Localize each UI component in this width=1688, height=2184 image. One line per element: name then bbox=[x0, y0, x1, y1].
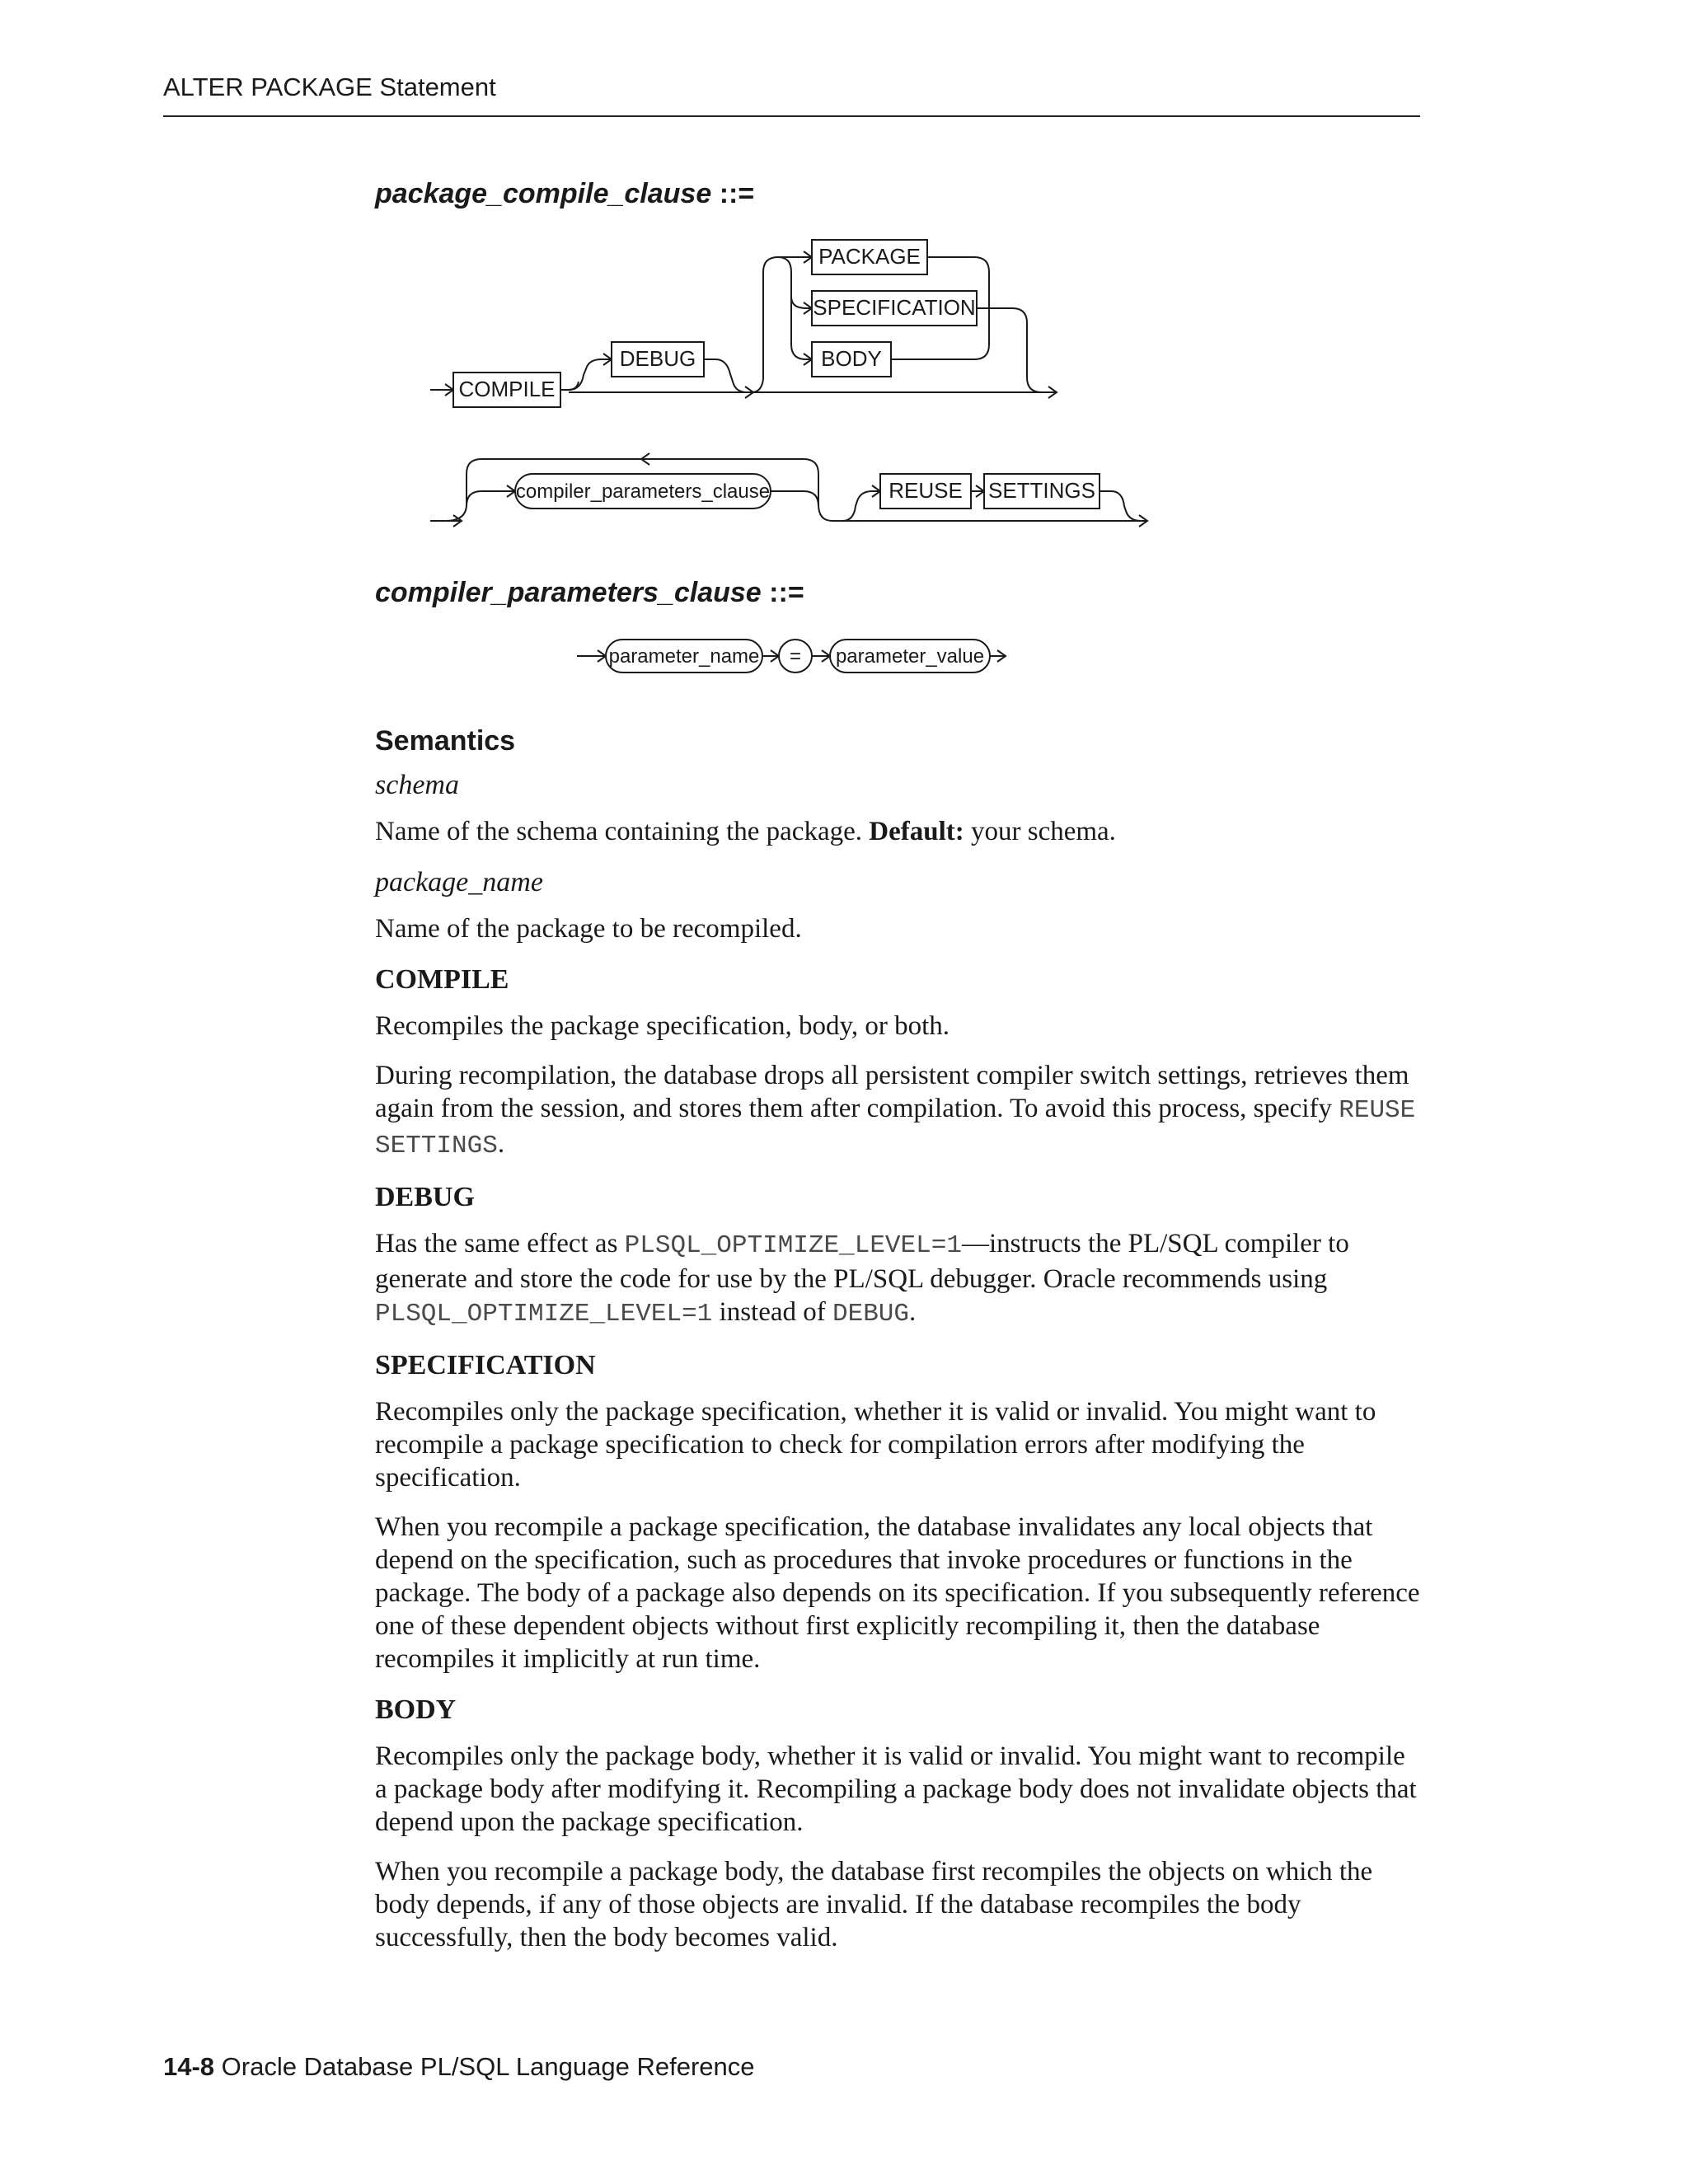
compiler-parameters-clause-ref: compiler_parameters_clause bbox=[515, 480, 771, 503]
specification-paragraph-2: When you recompile a package specification, the database invalidates any local objects that depend on the specification, such as procedures that invoke procedures or functions in the package. The body of a package also depends on its specification. If you subsequently reference one of these dependent objects without first explicitly recompiling it, then the database recompiles it implicitly at run time. bbox=[375, 1512, 1420, 1674]
page-number: 14-8 bbox=[163, 2052, 215, 2081]
inline-code: PLSQL_OPTIMIZE_LEVEL=1 bbox=[375, 1300, 713, 1329]
parameter-name-ref: parameter_name bbox=[608, 645, 760, 668]
body-term: BODY bbox=[375, 1694, 457, 1725]
default-label: Default: bbox=[869, 817, 964, 846]
text-run: instead of bbox=[712, 1297, 832, 1327]
body-keyword: BODY bbox=[821, 346, 882, 371]
semantics-heading: Semantics bbox=[375, 725, 516, 757]
compile-description: Recompiles the package specification, body, or both. bbox=[375, 1011, 950, 1041]
schema-description bbox=[375, 815, 1422, 848]
text-run: During recompilation, the database drops all persistent compiler switch settings, retrieves them again from the session, and stores them after compilation. To avoid this process, specify bbox=[375, 1061, 1409, 1123]
inline-code: REUSE SETTINGS bbox=[375, 1096, 1416, 1160]
compiler-parameters-clause-diagram bbox=[0, 0, 1688, 709]
reuse-keyword: REUSE bbox=[889, 478, 963, 503]
package-name-term: package_name bbox=[375, 867, 543, 898]
diagram1-title-name: package_compile_clause bbox=[375, 178, 712, 209]
debug-term: DEBUG bbox=[375, 1182, 475, 1212]
schema-term: schema bbox=[375, 770, 459, 800]
settings-keyword: SETTINGS bbox=[987, 478, 1096, 503]
parameter-value-ref: parameter_value bbox=[835, 645, 985, 668]
compile-recompilation-paragraph bbox=[375, 1059, 1422, 1163]
equals-symbol: = bbox=[789, 645, 802, 668]
compile-term: COMPILE bbox=[375, 964, 509, 995]
inline-code: PLSQL_OPTIMIZE_LEVEL=1 bbox=[624, 1231, 962, 1260]
debug-keyword: DEBUG bbox=[619, 346, 696, 371]
body-paragraph-2: When you recompile a package body, the database first recompiles the objects on which the body depends, if any of those objects are invalid. If the database recompiles the body successfully, then the body becomes valid. bbox=[375, 1857, 1373, 1952]
diagram2-title-name: compiler_parameters_clause bbox=[375, 577, 762, 608]
package-name-description: Name of the package to be recompiled. bbox=[375, 914, 802, 944]
book-title: Oracle Database PL/SQL Language Reference bbox=[221, 2052, 755, 2081]
debug-description bbox=[375, 1227, 1422, 1331]
specification-keyword: SPECIFICATION bbox=[813, 295, 976, 320]
text-run: . bbox=[497, 1129, 505, 1159]
semantics-section bbox=[375, 725, 1422, 1971]
running-header: ALTER PACKAGE Statement bbox=[163, 73, 496, 101]
body-paragraph-1: Recompiles only the package body, whether it is valid or invalid. You might want to recompile a package body after modifying it. Recompiling a package body does not invalidate objects that depend upon the package specification. bbox=[375, 1741, 1417, 1837]
package-keyword: PACKAGE bbox=[818, 244, 921, 269]
specification-term: SPECIFICATION bbox=[375, 1350, 596, 1380]
text-run: —instructs the PL/SQL compiler to generate and store the code for use by the PL/SQL debugger. Oracle recommends using bbox=[375, 1229, 1349, 1294]
text-run: . bbox=[909, 1297, 917, 1327]
specification-paragraph-1: Recompiles only the package specification, whether it is valid or invalid. You might want to recompile a package specification to check for compilation errors after modifying the specification. bbox=[375, 1397, 1376, 1493]
page-footer bbox=[163, 2052, 755, 2082]
compile-keyword: COMPILE bbox=[458, 377, 556, 401]
text-run: your schema. bbox=[964, 817, 1116, 846]
diagram1-title-op: ::= bbox=[719, 178, 755, 209]
text-run: Name of the schema containing the package. bbox=[375, 817, 870, 846]
text-run: Has the same effect as bbox=[375, 1229, 625, 1258]
diagram2-title-op: ::= bbox=[769, 577, 804, 608]
inline-code: DEBUG bbox=[832, 1300, 910, 1329]
